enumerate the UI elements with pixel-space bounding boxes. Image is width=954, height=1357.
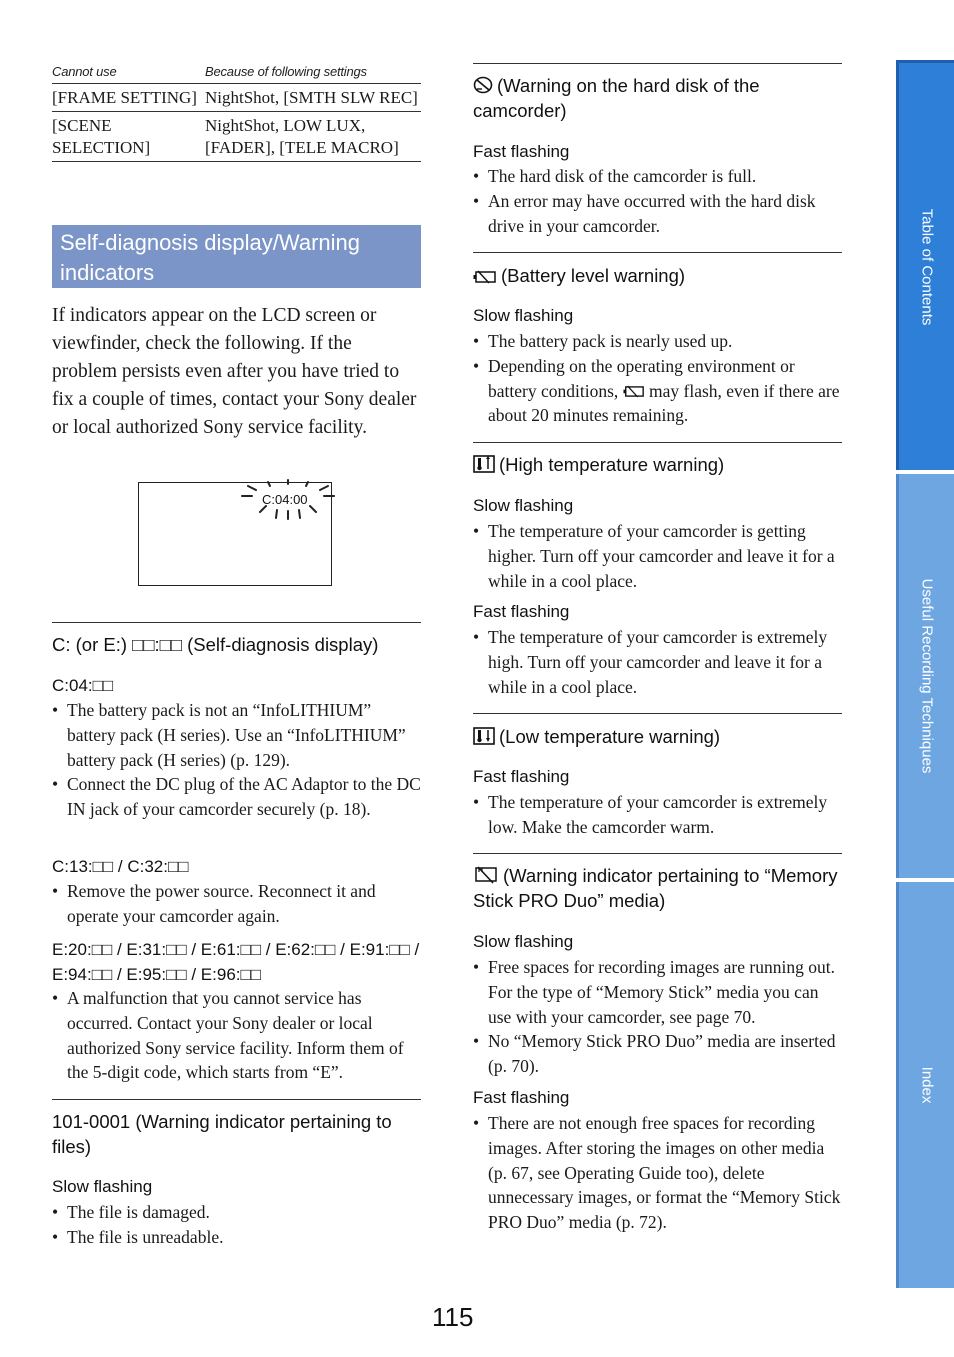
high-temp-heading-text: (High temperature warning)	[499, 454, 725, 475]
tab-table-of-contents[interactable]	[896, 60, 954, 470]
list-item: • The battery pack is not an “InfoLITHIUM” battery pack (H series). Use an “InfoLITHIUM” battery pack (H series) (p. 129).	[52, 698, 421, 772]
battery-empty-icon	[473, 270, 497, 284]
list-item: • The battery pack is nearly used up.	[473, 329, 842, 354]
list-item: • There are not enough free spaces for recording images. After storing the images on other media (p. 67, see Operating Guide too), delete unnecessary images, or format the “Memory Stick PRO Duo” media (p. 72).	[473, 1111, 842, 1235]
divider	[473, 713, 842, 714]
battery-flash-label: Slow flashing	[473, 306, 574, 325]
file-list	[52, 1200, 421, 1250]
divider	[473, 853, 842, 854]
table-cell: NightShot, LOW LUX, [FADER], [TELE MACRO]	[205, 112, 421, 162]
table-cell: NightShot, [SMTH SLW REC]	[205, 84, 421, 112]
table-row	[52, 84, 421, 112]
list-item: • The temperature of your camcorder is extremely low. Make the camcorder warm.	[473, 790, 842, 840]
high-temp-slow-label: Slow flashing	[473, 496, 574, 515]
self-diagnosis-heading: C: (or E:) □□:□□ (Self-diagnosis display)	[52, 634, 379, 655]
intro-text: If indicators appear on the LCD screen or viewfinder, check the following. If the problem persists even after you have tried to fix a couple of times, contact your Sony dealer or local authorized Sony service facility.	[52, 305, 417, 438]
battery-b2-post: may flash, even if there are about 20 minutes remaining.	[488, 380, 840, 426]
high-temp-fast-label: Fast flashing	[473, 602, 570, 621]
c13-list	[52, 879, 421, 929]
divider	[473, 63, 842, 64]
tab-label: Index	[918, 1066, 935, 1104]
screen-code-text: C:04:00	[262, 492, 308, 507]
list-item: • A malfunction that you cannot service has occurred. Contact your Sony dealer or local authorized Sony service facility. Inform them of the 5-digit code, which starts from “E”.	[52, 986, 421, 1085]
list-item: • The file is unreadable.	[52, 1225, 421, 1250]
battery-empty-icon	[623, 385, 645, 398]
high-temp-slow-list	[473, 519, 842, 593]
divider	[52, 1099, 421, 1100]
list-item: • The hard disk of the camcorder is full.	[473, 164, 842, 189]
memory-stick-warning-icon	[473, 866, 499, 884]
list-item: • Remove the power source. Reconnect it and operate your camcorder again.	[52, 879, 421, 929]
list-item: • The temperature of your camcorder is getting higher. Turn off your camcorder and leave it for a while in a cool place.	[473, 519, 842, 593]
list-item: • No “Memory Stick PRO Duo” media are inserted (p. 70).	[473, 1029, 842, 1079]
section-title: Self-diagnosis display/Warning indicators	[52, 225, 421, 288]
memory-stick-fast-list	[473, 1111, 842, 1235]
low-temp-list	[473, 790, 842, 840]
table-header-cannot-use: Cannot use	[52, 62, 205, 84]
battery-list	[473, 329, 842, 428]
c04-list	[52, 698, 421, 822]
list-item: • Free spaces for recording images are running out. For the type of “Memory Stick” media you can use with your camcorder, see page 70.	[473, 955, 842, 1029]
list-item: • Connect the DC plug of the AC Adaptor to the DC IN jack of your camcorder securely (p. 18).	[52, 772, 421, 822]
high-temperature-icon	[473, 455, 495, 473]
divider	[473, 252, 842, 253]
tab-label: Table of Contents	[918, 208, 935, 325]
table-cell: [SCENE SELECTION]	[52, 112, 205, 162]
c13-label: C:13:□□ / C:32:□□	[52, 857, 189, 876]
battery-warning-heading	[473, 263, 842, 288]
table-cell: [FRAME SETTING]	[52, 84, 205, 112]
low-temperature-icon	[473, 727, 495, 745]
memory-stick-slow-label: Slow flashing	[473, 932, 574, 951]
page-number: 115	[432, 1302, 474, 1332]
settings-table	[52, 62, 421, 162]
memory-stick-warning-heading	[473, 863, 842, 913]
battery-heading-text: (Battery level warning)	[501, 265, 686, 286]
tab-useful-recording-techniques[interactable]	[896, 474, 954, 878]
memory-stick-heading-text: (Warning indicator pertaining to “Memory Stick PRO Duo” media)	[473, 865, 838, 911]
table-header-because: Because of following settings	[205, 62, 421, 84]
list-item: • The file is damaged.	[52, 1200, 421, 1225]
hdd-list	[473, 164, 842, 238]
file-warning-heading: 101-0001 (Warning indicator pertaining to files)	[52, 1111, 392, 1157]
file-flash-label: Slow flashing	[52, 1177, 153, 1196]
e-code-list	[52, 986, 421, 1085]
hdd-heading-text: (Warning on the hard disk of the camcorder)	[473, 75, 760, 121]
divider	[473, 442, 842, 443]
low-temp-flash-label: Fast flashing	[473, 767, 570, 786]
list-item: • An error may have occurred with the hard disk drive in your camcorder.	[473, 189, 842, 239]
high-temp-fast-list	[473, 625, 842, 699]
list-item	[473, 354, 842, 428]
battery-b2-pre: Depending on the operating environment or battery conditions,	[488, 355, 795, 401]
c04-label: C:04:□□	[52, 676, 114, 695]
divider	[52, 622, 421, 623]
tab-label: Useful Recording Techniques	[918, 578, 935, 774]
tab-index[interactable]	[896, 882, 954, 1288]
hdd-warning-heading	[473, 73, 842, 123]
table-row	[52, 112, 421, 162]
list-item: • The temperature of your camcorder is extremely high. Turn off your camcorder and leave it for a while in a cool place.	[473, 625, 842, 699]
low-temp-heading-text: (Low temperature warning)	[499, 726, 721, 747]
hdd-flash-label: Fast flashing	[473, 142, 570, 161]
high-temp-heading	[473, 452, 842, 477]
low-temp-heading	[473, 724, 842, 749]
memory-stick-fast-label: Fast flashing	[473, 1088, 570, 1107]
e-code-label: E:20:□□ / E:31:□□ / E:61:□□ / E:62:□□ / E:91:□□ / E:94:□□ / E:95:□□ / E:96:□□	[52, 940, 420, 984]
memory-stick-slow-list	[473, 955, 842, 1079]
hdd-warning-icon	[473, 76, 493, 94]
